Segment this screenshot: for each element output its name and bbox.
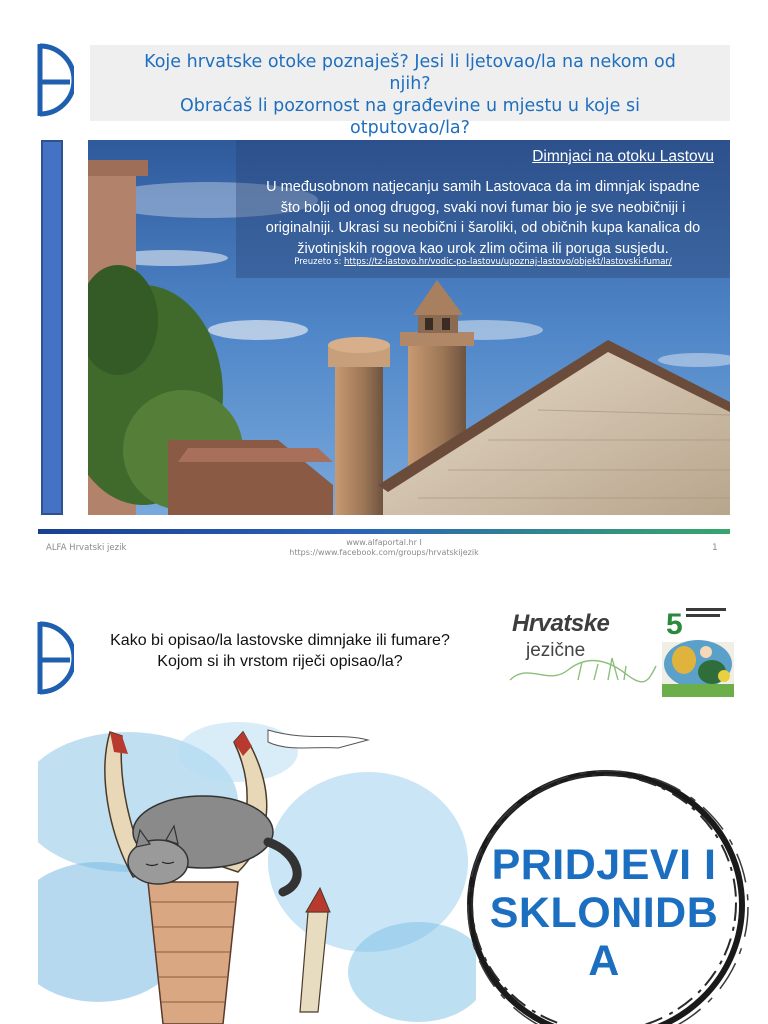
cat-on-chimney-illustration bbox=[38, 712, 476, 1024]
overlay-title: Dimnjaci na otoku Lastovu bbox=[532, 148, 714, 165]
overlay-body-line: U međusobnom natjecanju samih Lastovaca da im dimnjak ispadne bbox=[266, 179, 700, 195]
footer-links bbox=[250, 538, 518, 558]
book-number: 5 bbox=[666, 608, 683, 641]
overlay-body bbox=[246, 177, 720, 259]
page-number: 1 bbox=[712, 543, 718, 553]
question-line: Kojom si ih vrstom riječi opisao/la? bbox=[157, 653, 403, 670]
chimney-info-overlay bbox=[236, 140, 730, 278]
brand-script-icon bbox=[508, 652, 658, 688]
badge-line: SKLONIDB bbox=[489, 889, 719, 937]
overlay-source bbox=[236, 257, 730, 267]
question-line: otputovao/la? bbox=[350, 118, 470, 138]
question-line: Kako bi opisao/la lastovske dimnjake ili fumare? bbox=[110, 632, 450, 649]
footer-link-portal[interactable]: www.alfaportal.hr I bbox=[346, 538, 422, 547]
footer-left-text: ALFA Hrvatski jezik bbox=[46, 543, 127, 553]
describe-question bbox=[90, 630, 470, 672]
footer-link-facebook[interactable]: https://www.facebook.com/groups/hrvatskijezik bbox=[289, 548, 479, 557]
hrvatske-jezicne-niti-logo bbox=[508, 606, 658, 686]
question-line: njih? bbox=[389, 74, 431, 94]
textbook-cover bbox=[662, 602, 734, 697]
badge-line: A bbox=[588, 937, 620, 985]
side-accent-bar bbox=[41, 140, 63, 515]
intro-question-box bbox=[90, 45, 730, 138]
source-prefix: Preuzeto s: bbox=[294, 257, 345, 267]
badge-line: PRIDJEVI I bbox=[491, 841, 717, 889]
alfa-logo-icon bbox=[30, 40, 74, 120]
slide-2 bbox=[0, 590, 768, 1024]
topic-badge bbox=[458, 755, 750, 1024]
overlay-body-line: originalniji. Ukrasi su neobični i šaroliki, od običnih kupa kanalica do bbox=[265, 220, 701, 236]
badge-title bbox=[458, 841, 750, 985]
overlay-body-line: životinjskih rogova kao urok zlim očima ili poruga susjedu. bbox=[297, 240, 669, 257]
brand-subtitle: jezične bbox=[526, 640, 586, 661]
footer-divider bbox=[38, 529, 730, 534]
source-link[interactable]: https://tz-lastovo.hr/vodic-po-lastovu/upoznaj-lastovo/objekt/lastovski-fumar/ bbox=[344, 257, 672, 267]
overlay-body-line: što bolji od onog drugog, svaki novi fumar bio je sve neobičniji i bbox=[280, 199, 686, 216]
question-line: Obraćaš li pozornost na građevine u mjestu u koje si bbox=[180, 96, 640, 116]
question-line: Koje hrvatske otoke poznaješ? Jesi li ljetovao/la na nekom od bbox=[144, 52, 676, 72]
alfa-logo-icon bbox=[30, 618, 74, 698]
brand-title: Hrvatske bbox=[512, 610, 610, 637]
